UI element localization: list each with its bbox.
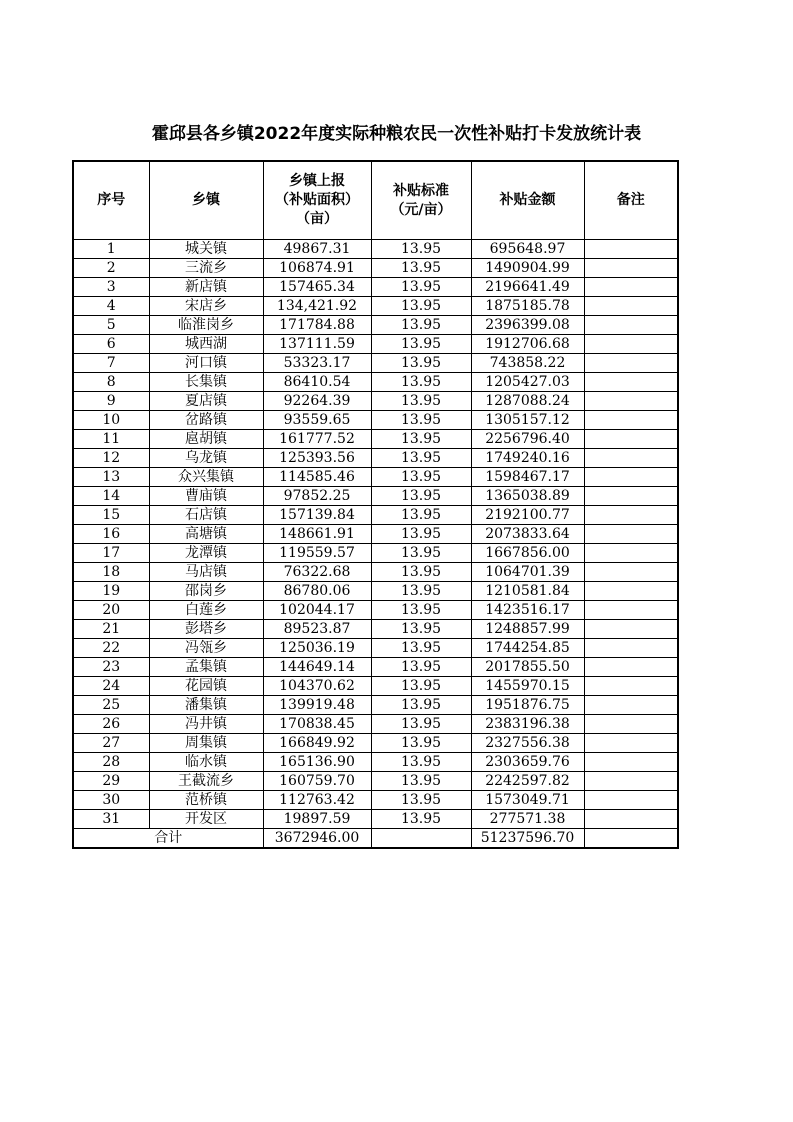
cell-standard: 13.95 bbox=[371, 240, 471, 259]
cell-seq: 18 bbox=[73, 563, 149, 582]
cell-seq: 3 bbox=[73, 278, 149, 297]
table-row bbox=[73, 487, 678, 506]
cell-note bbox=[584, 297, 678, 316]
cell-seq: 23 bbox=[73, 658, 149, 677]
cell-amount: 2396399.08 bbox=[471, 316, 584, 335]
cell-town: 宋店乡 bbox=[149, 297, 263, 316]
cell-amount: 743858.22 bbox=[471, 354, 584, 373]
cell-town: 曹庙镇 bbox=[149, 487, 263, 506]
table-row bbox=[73, 715, 678, 734]
cell-standard: 13.95 bbox=[371, 715, 471, 734]
cell-seq: 14 bbox=[73, 487, 149, 506]
cell-amount: 695648.97 bbox=[471, 240, 584, 259]
table-row bbox=[73, 354, 678, 373]
cell-note bbox=[584, 639, 678, 658]
cell-area: 148661.91 bbox=[263, 525, 371, 544]
cell-amount: 2073833.64 bbox=[471, 525, 584, 544]
cell-standard: 13.95 bbox=[371, 601, 471, 620]
cell-standard: 13.95 bbox=[371, 392, 471, 411]
cell-amount: 1064701.39 bbox=[471, 563, 584, 582]
table-row bbox=[73, 392, 678, 411]
cell-amount: 2242597.82 bbox=[471, 772, 584, 791]
table-row bbox=[73, 791, 678, 810]
cell-town: 岔路镇 bbox=[149, 411, 263, 430]
table-row bbox=[73, 335, 678, 354]
cell-town: 临水镇 bbox=[149, 753, 263, 772]
cell-amount: 1951876.75 bbox=[471, 696, 584, 715]
total-area: 3672946.00 bbox=[263, 829, 371, 849]
cell-amount: 2192100.77 bbox=[471, 506, 584, 525]
cell-note bbox=[584, 449, 678, 468]
cell-note bbox=[584, 240, 678, 259]
cell-seq: 13 bbox=[73, 468, 149, 487]
header-area-line3: （亩） bbox=[296, 211, 338, 227]
cell-amount: 1744254.85 bbox=[471, 639, 584, 658]
table-row bbox=[73, 582, 678, 601]
cell-note bbox=[584, 411, 678, 430]
header-standard-line1: 补贴标准 bbox=[393, 182, 449, 199]
table-row bbox=[73, 639, 678, 658]
subsidy-table bbox=[72, 160, 679, 849]
cell-standard: 13.95 bbox=[371, 544, 471, 563]
cell-area: 157139.84 bbox=[263, 506, 371, 525]
cell-seq: 1 bbox=[73, 240, 149, 259]
cell-note bbox=[584, 563, 678, 582]
cell-standard: 13.95 bbox=[371, 639, 471, 658]
header-seq: 序号 bbox=[73, 161, 149, 240]
header-area-line1: 乡镇上报 bbox=[289, 173, 345, 189]
header-standard-line2: （元/亩） bbox=[390, 201, 452, 218]
cell-area: 137111.59 bbox=[263, 335, 371, 354]
cell-town: 王截流乡 bbox=[149, 772, 263, 791]
cell-seq: 27 bbox=[73, 734, 149, 753]
table-row bbox=[73, 525, 678, 544]
cell-amount: 1205427.03 bbox=[471, 373, 584, 392]
cell-standard: 13.95 bbox=[371, 525, 471, 544]
cell-note bbox=[584, 430, 678, 449]
cell-seq: 31 bbox=[73, 810, 149, 829]
cell-town: 马店镇 bbox=[149, 563, 263, 582]
cell-note bbox=[584, 468, 678, 487]
header-amount: 补贴金额 bbox=[471, 161, 584, 240]
cell-town: 邵岗乡 bbox=[149, 582, 263, 601]
table-row bbox=[73, 316, 678, 335]
table-row bbox=[73, 753, 678, 772]
cell-standard: 13.95 bbox=[371, 696, 471, 715]
cell-amount: 1365038.89 bbox=[471, 487, 584, 506]
cell-note bbox=[584, 753, 678, 772]
table-row bbox=[73, 696, 678, 715]
table-row bbox=[73, 658, 678, 677]
cell-amount: 277571.38 bbox=[471, 810, 584, 829]
cell-town: 夏店镇 bbox=[149, 392, 263, 411]
cell-area: 92264.39 bbox=[263, 392, 371, 411]
cell-seq: 20 bbox=[73, 601, 149, 620]
table-row bbox=[73, 601, 678, 620]
cell-amount: 1423516.17 bbox=[471, 601, 584, 620]
cell-seq: 11 bbox=[73, 430, 149, 449]
header-note: 备注 bbox=[584, 161, 678, 240]
header-town: 乡镇 bbox=[149, 161, 263, 240]
cell-area: 134,421.92 bbox=[263, 297, 371, 316]
cell-area: 93559.65 bbox=[263, 411, 371, 430]
cell-town: 范桥镇 bbox=[149, 791, 263, 810]
cell-amount: 1667856.00 bbox=[471, 544, 584, 563]
cell-town: 冯瓴乡 bbox=[149, 639, 263, 658]
cell-note bbox=[584, 392, 678, 411]
header-area bbox=[263, 161, 371, 240]
cell-standard: 13.95 bbox=[371, 658, 471, 677]
cell-standard: 13.95 bbox=[371, 791, 471, 810]
table-row bbox=[73, 734, 678, 753]
cell-area: 89523.87 bbox=[263, 620, 371, 639]
cell-area: 157465.34 bbox=[263, 278, 371, 297]
cell-standard: 13.95 bbox=[371, 354, 471, 373]
cell-standard: 13.95 bbox=[371, 373, 471, 392]
table-row bbox=[73, 544, 678, 563]
table-row bbox=[73, 620, 678, 639]
cell-seq: 26 bbox=[73, 715, 149, 734]
cell-area: 171784.88 bbox=[263, 316, 371, 335]
cell-seq: 12 bbox=[73, 449, 149, 468]
cell-town: 河口镇 bbox=[149, 354, 263, 373]
cell-seq: 4 bbox=[73, 297, 149, 316]
cell-note bbox=[584, 582, 678, 601]
cell-town: 城关镇 bbox=[149, 240, 263, 259]
cell-standard: 13.95 bbox=[371, 810, 471, 829]
cell-standard: 13.95 bbox=[371, 278, 471, 297]
document-title: 霍邱县各乡镇2022年度实际种粮农民一次性补贴打卡发放统计表 bbox=[151, 124, 642, 144]
cell-town: 白莲乡 bbox=[149, 601, 263, 620]
cell-standard: 13.95 bbox=[371, 297, 471, 316]
cell-seq: 17 bbox=[73, 544, 149, 563]
cell-area: 102044.17 bbox=[263, 601, 371, 620]
cell-area: 49867.31 bbox=[263, 240, 371, 259]
cell-seq: 7 bbox=[73, 354, 149, 373]
cell-amount: 1749240.16 bbox=[471, 449, 584, 468]
cell-note bbox=[584, 772, 678, 791]
cell-amount: 1598467.17 bbox=[471, 468, 584, 487]
cell-seq: 9 bbox=[73, 392, 149, 411]
cell-area: 144649.14 bbox=[263, 658, 371, 677]
table-row bbox=[73, 810, 678, 829]
cell-standard: 13.95 bbox=[371, 259, 471, 278]
table-row bbox=[73, 411, 678, 430]
cell-town: 孟集镇 bbox=[149, 658, 263, 677]
cell-amount: 1875185.78 bbox=[471, 297, 584, 316]
cell-amount: 1287088.24 bbox=[471, 392, 584, 411]
table-row bbox=[73, 259, 678, 278]
cell-standard: 13.95 bbox=[371, 487, 471, 506]
cell-seq: 25 bbox=[73, 696, 149, 715]
table-row bbox=[73, 468, 678, 487]
table-row bbox=[73, 506, 678, 525]
cell-note bbox=[584, 658, 678, 677]
cell-amount: 1210581.84 bbox=[471, 582, 584, 601]
cell-town: 潘集镇 bbox=[149, 696, 263, 715]
cell-standard: 13.95 bbox=[371, 411, 471, 430]
total-label: 合计 bbox=[73, 829, 263, 849]
cell-town: 彭塔乡 bbox=[149, 620, 263, 639]
table-row bbox=[73, 772, 678, 791]
cell-amount: 2303659.76 bbox=[471, 753, 584, 772]
cell-note bbox=[584, 734, 678, 753]
cell-town: 众兴集镇 bbox=[149, 468, 263, 487]
cell-note bbox=[584, 544, 678, 563]
total-amount: 51237596.70 bbox=[471, 829, 584, 849]
cell-amount: 1573049.71 bbox=[471, 791, 584, 810]
cell-town: 开发区 bbox=[149, 810, 263, 829]
cell-town: 高塘镇 bbox=[149, 525, 263, 544]
table-row bbox=[73, 677, 678, 696]
cell-amount: 2196641.49 bbox=[471, 278, 584, 297]
cell-area: 19897.59 bbox=[263, 810, 371, 829]
cell-amount: 1490904.99 bbox=[471, 259, 584, 278]
cell-area: 104370.62 bbox=[263, 677, 371, 696]
cell-seq: 21 bbox=[73, 620, 149, 639]
cell-standard: 13.95 bbox=[371, 772, 471, 791]
cell-area: 112763.42 bbox=[263, 791, 371, 810]
cell-standard: 13.95 bbox=[371, 335, 471, 354]
cell-seq: 24 bbox=[73, 677, 149, 696]
header-standard bbox=[371, 161, 471, 240]
cell-note bbox=[584, 259, 678, 278]
cell-area: 166849.92 bbox=[263, 734, 371, 753]
cell-note bbox=[584, 506, 678, 525]
cell-note bbox=[584, 373, 678, 392]
cell-seq: 10 bbox=[73, 411, 149, 430]
cell-note bbox=[584, 525, 678, 544]
cell-note bbox=[584, 810, 678, 829]
cell-town: 城西湖 bbox=[149, 335, 263, 354]
cell-amount: 1248857.99 bbox=[471, 620, 584, 639]
cell-standard: 13.95 bbox=[371, 506, 471, 525]
cell-note bbox=[584, 620, 678, 639]
cell-town: 石店镇 bbox=[149, 506, 263, 525]
cell-town: 临淮岗乡 bbox=[149, 316, 263, 335]
cell-seq: 16 bbox=[73, 525, 149, 544]
table-row bbox=[73, 449, 678, 468]
cell-town: 三流乡 bbox=[149, 259, 263, 278]
cell-note bbox=[584, 791, 678, 810]
header-row bbox=[73, 161, 678, 240]
cell-area: 160759.70 bbox=[263, 772, 371, 791]
cell-note bbox=[584, 677, 678, 696]
cell-amount: 2017855.50 bbox=[471, 658, 584, 677]
cell-standard: 13.95 bbox=[371, 753, 471, 772]
cell-amount: 2327556.38 bbox=[471, 734, 584, 753]
cell-standard: 13.95 bbox=[371, 582, 471, 601]
cell-area: 139919.48 bbox=[263, 696, 371, 715]
cell-standard: 13.95 bbox=[371, 734, 471, 753]
cell-area: 165136.90 bbox=[263, 753, 371, 772]
cell-seq: 28 bbox=[73, 753, 149, 772]
cell-town: 新店镇 bbox=[149, 278, 263, 297]
cell-standard: 13.95 bbox=[371, 677, 471, 696]
table-row bbox=[73, 278, 678, 297]
cell-standard: 13.95 bbox=[371, 468, 471, 487]
cell-standard: 13.95 bbox=[371, 449, 471, 468]
cell-note bbox=[584, 278, 678, 297]
cell-seq: 30 bbox=[73, 791, 149, 810]
cell-note bbox=[584, 354, 678, 373]
cell-standard: 13.95 bbox=[371, 620, 471, 639]
cell-area: 97852.25 bbox=[263, 487, 371, 506]
cell-area: 53323.17 bbox=[263, 354, 371, 373]
table-row bbox=[73, 240, 678, 259]
cell-amount: 2256796.40 bbox=[471, 430, 584, 449]
cell-seq: 19 bbox=[73, 582, 149, 601]
cell-seq: 6 bbox=[73, 335, 149, 354]
cell-area: 125393.56 bbox=[263, 449, 371, 468]
cell-amount: 1912706.68 bbox=[471, 335, 584, 354]
total-row bbox=[73, 829, 678, 849]
table-row bbox=[73, 430, 678, 449]
cell-note bbox=[584, 696, 678, 715]
cell-amount: 1455970.15 bbox=[471, 677, 584, 696]
cell-area: 106874.91 bbox=[263, 259, 371, 278]
total-note bbox=[584, 829, 678, 849]
cell-seq: 2 bbox=[73, 259, 149, 278]
header-area-line2: （补贴面积） bbox=[275, 192, 359, 208]
cell-town: 龙潭镇 bbox=[149, 544, 263, 563]
cell-area: 161777.52 bbox=[263, 430, 371, 449]
cell-seq: 22 bbox=[73, 639, 149, 658]
cell-area: 125036.19 bbox=[263, 639, 371, 658]
cell-town: 冯井镇 bbox=[149, 715, 263, 734]
cell-note bbox=[584, 316, 678, 335]
cell-town: 长集镇 bbox=[149, 373, 263, 392]
total-standard bbox=[371, 829, 471, 849]
cell-seq: 8 bbox=[73, 373, 149, 392]
cell-area: 119559.57 bbox=[263, 544, 371, 563]
cell-note bbox=[584, 601, 678, 620]
cell-area: 76322.68 bbox=[263, 563, 371, 582]
cell-town: 花园镇 bbox=[149, 677, 263, 696]
cell-town: 周集镇 bbox=[149, 734, 263, 753]
cell-seq: 15 bbox=[73, 506, 149, 525]
cell-note bbox=[584, 335, 678, 354]
cell-area: 114585.46 bbox=[263, 468, 371, 487]
cell-town: 扈胡镇 bbox=[149, 430, 263, 449]
cell-area: 170838.45 bbox=[263, 715, 371, 734]
cell-area: 86410.54 bbox=[263, 373, 371, 392]
cell-area: 86780.06 bbox=[263, 582, 371, 601]
cell-amount: 2383196.38 bbox=[471, 715, 584, 734]
cell-note bbox=[584, 487, 678, 506]
cell-seq: 5 bbox=[73, 316, 149, 335]
table-row bbox=[73, 297, 678, 316]
cell-amount: 1305157.12 bbox=[471, 411, 584, 430]
cell-seq: 29 bbox=[73, 772, 149, 791]
table-row bbox=[73, 373, 678, 392]
cell-standard: 13.95 bbox=[371, 563, 471, 582]
cell-note bbox=[584, 715, 678, 734]
cell-standard: 13.95 bbox=[371, 316, 471, 335]
cell-standard: 13.95 bbox=[371, 430, 471, 449]
table-row bbox=[73, 563, 678, 582]
cell-town: 乌龙镇 bbox=[149, 449, 263, 468]
